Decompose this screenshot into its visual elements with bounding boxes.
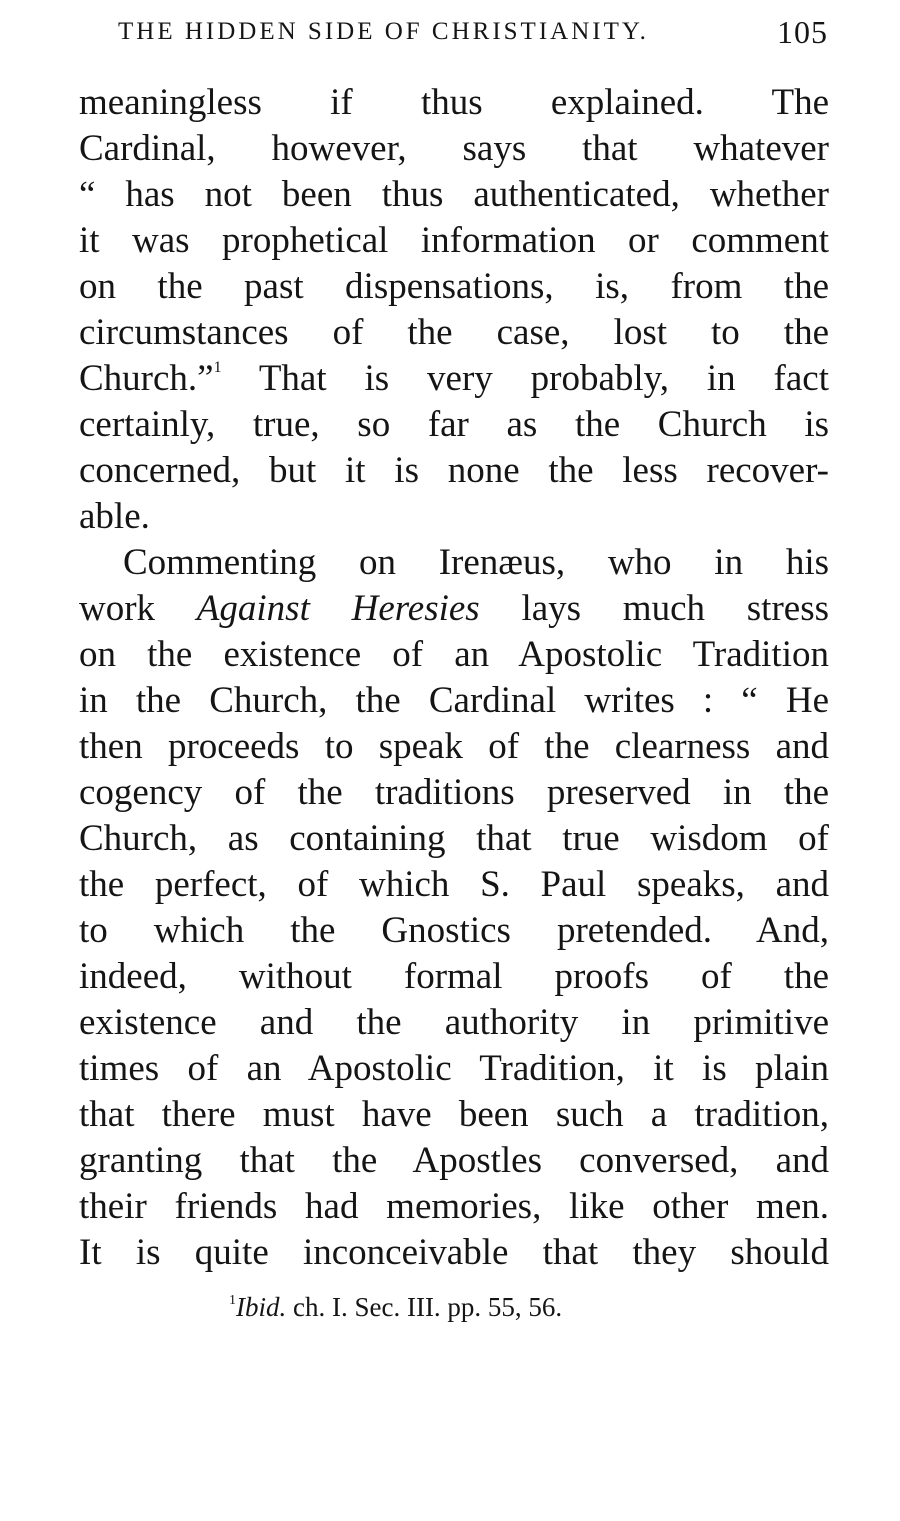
running-title: THE HIDDEN SIDE OF CHRISTIANITY. [118, 18, 649, 45]
footnote-mark: 1 [229, 1293, 236, 1308]
text-line [79, 356, 829, 402]
text-fragment: work [79, 588, 197, 629]
text-line: to which the Gnostics pretended. And, [79, 910, 829, 951]
text-line: able. [79, 496, 150, 537]
text-line: Church, as containing that true wisdom of [79, 818, 829, 859]
text-line: existence and the authority in primitive [79, 1002, 829, 1043]
text-line: certainly, true, so far as the Church is [79, 404, 829, 445]
footnote-text: ch. I. Sec. III. pp. 55, 56. [286, 1292, 563, 1322]
text-line: on the past dispensations, is, from the [79, 266, 829, 307]
text-line: Cardinal, however, says that whatever [79, 128, 829, 169]
text-line: times of an Apostolic Tradition, it is plain [79, 1048, 829, 1089]
text-line [79, 586, 829, 632]
text-line: It is quite inconceivable that they should [79, 1232, 829, 1273]
body-text [79, 80, 829, 1276]
text-line: circumstances of the case, lost to the [79, 312, 829, 353]
text-line: it was prophetical information or comment [79, 220, 829, 261]
text-line: in the Church, the Cardinal writes : “ He [79, 680, 829, 721]
text-line: their friends had memories, like other men. [79, 1186, 829, 1227]
text-line: meaningless if thus explained. The [79, 82, 829, 123]
text-line: concerned, but it is none the less recover- [79, 450, 829, 491]
text-line: cogency of the traditions preserved in the [79, 772, 829, 813]
text-line: granting that the Apostles conversed, and [79, 1140, 829, 1181]
quote-end: Church.” [79, 358, 214, 399]
text-line: on the existence of an Apostolic Tradition [79, 634, 829, 675]
footnote-ibid: Ibid. [236, 1292, 287, 1322]
text-fragment: lays much stress [479, 588, 829, 629]
text-line: indeed, without formal proofs of the [79, 956, 829, 997]
text-line: that there must have been such a tradition, [79, 1094, 829, 1135]
text-fragment: That is very probably, in fact [221, 358, 829, 399]
text-line: then proceeds to speak of the clearness and [79, 726, 829, 767]
text-line: the perfect, of which S. Paul speaks, and [79, 864, 829, 905]
page-number: 105 [777, 14, 828, 50]
running-head [118, 14, 828, 54]
footnote [229, 1292, 562, 1323]
text-line: Commenting on Irenæus, who in his [123, 542, 829, 583]
footnote-reference: 1 [213, 359, 222, 376]
text-line: “ has not been thus authenticated, whether [79, 174, 829, 215]
book-title: Against Heresies [196, 588, 480, 629]
